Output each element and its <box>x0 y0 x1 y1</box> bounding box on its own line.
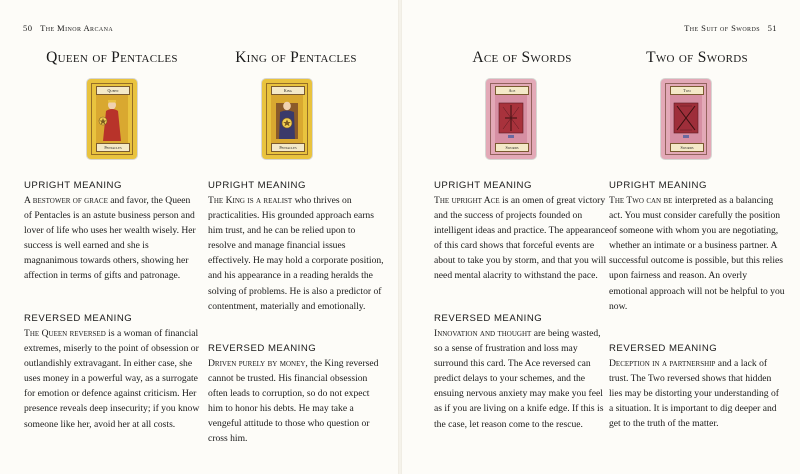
upright-lead: The Two can be <box>609 195 673 206</box>
upright-body: interpreted as a balancing act. You must consider carefully the position of someone with whom you are negotiating, whether an intimate or a business partner. A successful outcome is possible, but this relies upon fairness and reason. An overly emotional approach will not be helpful to you now. <box>609 195 785 312</box>
upright-body: and favor, the Queen of Pentacles is an astute business person and lover of life who uses her wealth wisely. Her success is well earned and she is magnanimous towards others, showing her affection in terms of gifts and patronage. <box>24 195 196 282</box>
reversed-heading: REVERSED MEANING <box>24 313 133 324</box>
reversed-section <box>609 342 785 431</box>
card-bottom-label: Pentacles <box>96 143 130 152</box>
reversed-body: are being wasted, so a sense of frustration and loss may surround this card. The Ace reversed can predict delays to your schemes, and the ensuing nervous anxiety may make you feel as if you are living on a knife edge. If this is the case, let reason come to the rescue. <box>434 328 604 430</box>
upright-body: is an omen of great victory and the success of projects founded on intelligent ideas and practice. The appearance of this card shows that forceful events are about to take you by storm, and that you will need mental alacrity to withstand the pace. <box>434 195 610 282</box>
card-top-label: Ace <box>495 86 529 95</box>
reversed-body: and a lack of trust. The Two reversed shows that hidden lies may be distorting your understanding of a situation. It is important to dig deeper and get to the truth of the matter. <box>609 358 779 430</box>
crossed-swords-icon <box>670 95 702 143</box>
right-page-number: 51 <box>767 23 777 33</box>
upright-body: who thrives on practicalities. His grounded approach earns him trust, and he can be relied upon to resolve and manage financial issues effectively. He may hold a corporate position, and his appearance in a reading heralds the solving of problems. He is also a predictor of contentment, materially and emotionally. <box>208 195 384 312</box>
upright-section <box>609 179 785 314</box>
card-title: King of Pentacles <box>235 49 357 66</box>
card-bottom-label: Swords <box>670 143 704 152</box>
upright-text <box>208 193 384 314</box>
upright-heading: UPRIGHT MEANING <box>609 180 707 191</box>
reversed-text <box>434 326 610 432</box>
left-running-head <box>23 23 113 33</box>
left-page-number: 50 <box>23 23 33 33</box>
sword-motif-icon <box>495 95 527 143</box>
right-running-head <box>684 23 777 33</box>
reversed-section <box>208 342 384 447</box>
card-image-queen-of-pentacles <box>87 79 137 159</box>
reversed-body: is a woman of financial extremes, miserly to the point of obsession or outlandishly extravagant. In either case, she uses money in a powerful way, as a surrogate for emotion or defence against criticism. Her presence reveals deep insecurity; if you know someone like her, avoid her at all costs. <box>24 328 200 430</box>
reversed-text <box>208 356 384 447</box>
right-running-title: The Suit of Swords <box>684 23 760 33</box>
card-title: Queen of Pentacles <box>46 49 178 66</box>
reversed-lead: Driven purely by money, <box>208 358 308 369</box>
card-title: Two of Swords <box>646 49 748 66</box>
upright-section <box>208 179 384 314</box>
card-title: Ace of Swords <box>472 49 572 66</box>
card-top-label: Queen <box>96 86 130 95</box>
card-bottom-label: Pentacles <box>271 143 305 152</box>
reversed-heading: REVERSED MEANING <box>609 343 718 354</box>
reversed-section <box>434 312 610 432</box>
card-image-ace-of-swords <box>486 79 536 159</box>
card-image-two-of-swords <box>661 79 711 159</box>
upright-heading: UPRIGHT MEANING <box>434 180 532 191</box>
reversed-section <box>24 312 200 432</box>
upright-lead: A bestower of grace <box>24 195 108 206</box>
upright-section <box>24 179 200 284</box>
upright-heading: UPRIGHT MEANING <box>208 180 306 191</box>
upright-lead: The King is a realist <box>208 195 293 206</box>
queen-figure-icon <box>96 95 128 143</box>
left-page <box>0 0 398 474</box>
king-figure-icon <box>271 95 303 143</box>
reversed-heading: REVERSED MEANING <box>434 313 543 324</box>
card-top-label: Two <box>670 86 704 95</box>
card-top-label: King <box>271 86 305 95</box>
upright-text <box>609 193 785 314</box>
left-running-title: The Minor Arcana <box>40 23 114 33</box>
card-bottom-label: Swords <box>495 143 529 152</box>
reversed-body: the King reversed cannot be trusted. His financial obsession often leads to corruption, so do not expect him to honor his debts. He may take a vengeful attitude to those who question or cross him. <box>208 358 379 445</box>
reversed-lead: The Queen reversed <box>24 328 106 339</box>
reversed-text <box>24 326 200 432</box>
upright-section <box>434 179 610 284</box>
right-page <box>402 0 800 474</box>
reversed-lead: Innovation and thought <box>434 328 532 339</box>
card-image-king-of-pentacles <box>262 79 312 159</box>
upright-text <box>434 193 610 284</box>
upright-heading: UPRIGHT MEANING <box>24 180 122 191</box>
reversed-text <box>609 356 785 431</box>
reversed-lead: Deception in a partnership <box>609 358 716 369</box>
upright-text <box>24 193 200 284</box>
upright-lead: The upright Ace <box>434 195 500 206</box>
reversed-heading: REVERSED MEANING <box>208 343 317 354</box>
